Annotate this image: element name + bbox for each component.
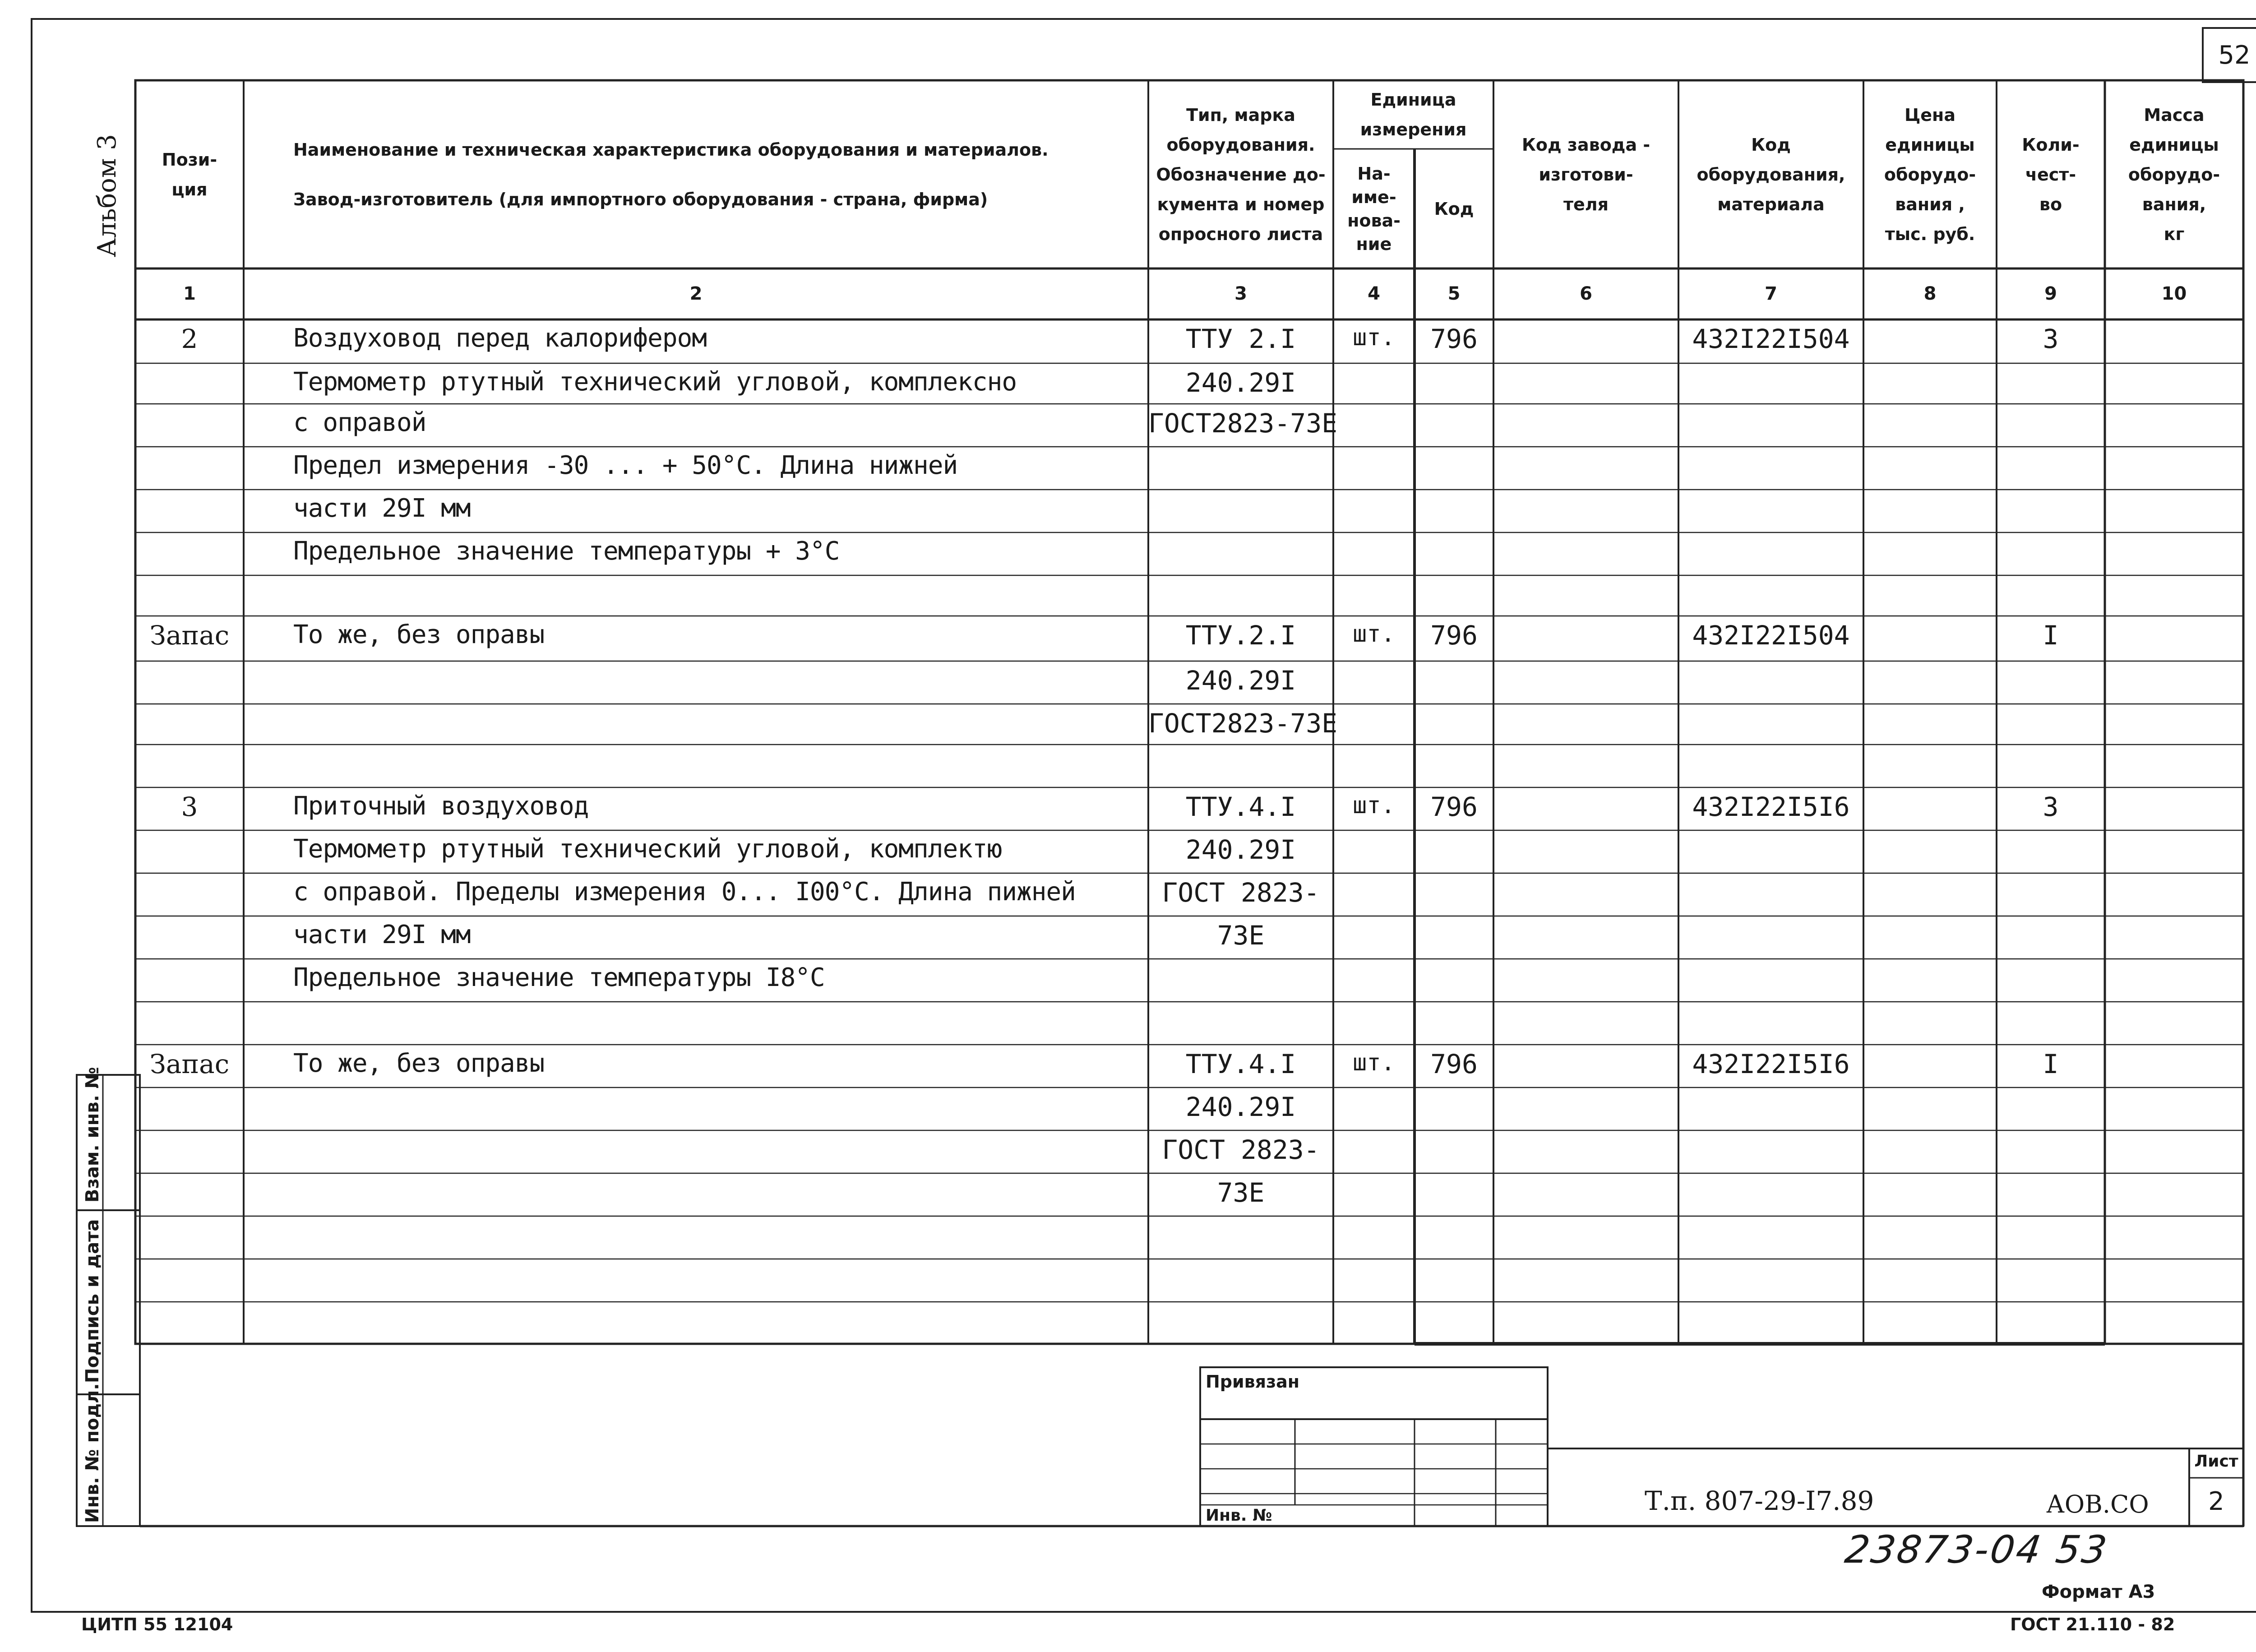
header-price-line: оборудо-	[1884, 164, 1976, 185]
cell-position: Запас	[149, 1049, 230, 1079]
cell-name: Термометр ртутный технический угловой, комплексно	[293, 367, 1017, 397]
cell-unit-code: 796	[1430, 791, 1478, 822]
header-type-line: кумента и номер	[1157, 194, 1325, 214]
header-mass-line: вания,	[2142, 194, 2206, 214]
title-sheet-label: Лист	[2194, 1452, 2238, 1471]
header-quantity-line: чест-	[2025, 164, 2076, 185]
header-name-line: Завод-изготовитель (для импортного оборудования - страна, фирма)	[293, 189, 988, 209]
cell-equipment-code: 432I22I504	[1692, 620, 1850, 651]
table-row	[0, 830, 2256, 873]
table-row	[0, 575, 2256, 616]
header-unit-code	[1415, 149, 1493, 268]
table-row	[0, 404, 2256, 447]
cell-name: Предельное значение температуры + 3°С	[293, 537, 840, 566]
header-position	[135, 80, 244, 268]
table-row	[0, 616, 2256, 661]
header-unit-name-line: нова-	[1347, 210, 1401, 231]
cell-type: 73Е	[1217, 1177, 1265, 1208]
cell-quantity: 3	[2043, 324, 2059, 354]
cell-name: части 29I мм	[293, 920, 471, 949]
bottom-right-label: ГОСТ 21.110 - 82	[2010, 1615, 2175, 1634]
cell-name: Термометр ртутный технический угловой, комплектю	[293, 834, 1002, 864]
header-equipment-code-line: Код	[1751, 134, 1791, 155]
cell-type: 240.29I	[1185, 367, 1296, 398]
cell-quantity: I	[2043, 1049, 2059, 1079]
header-unit-name-line: На-	[1357, 163, 1391, 184]
table-row	[0, 490, 2256, 532]
cell-quantity: 3	[2043, 791, 2059, 822]
cell-type: ГОСТ 2823-	[1162, 877, 1320, 908]
title-section: АОВ.СО	[2046, 1490, 2149, 1518]
table-row	[0, 1173, 2256, 1216]
header-name-line: Наименование и техническая характеристика оборудования и материалов.	[293, 139, 1049, 160]
header-factory-code	[1493, 80, 1678, 268]
cell-type: ТТУ.4.I	[1185, 791, 1296, 822]
header-equipment-code	[1678, 80, 1863, 268]
table-row	[0, 532, 2256, 575]
header-price-line: тыс. руб.	[1885, 224, 1975, 244]
column-number: 6	[1580, 283, 1592, 304]
cell-type: 240.29I	[1185, 1092, 1296, 1122]
header-equipment-code-line: материала	[1717, 194, 1825, 214]
album-label: Альбом 3	[92, 134, 122, 257]
header-unit-name-line: име-	[1351, 187, 1396, 207]
column-number: 3	[1234, 283, 1247, 304]
table-row	[0, 1045, 2256, 1087]
title-inv-no: Инв. №	[1206, 1506, 1272, 1525]
table-row	[0, 1130, 2256, 1173]
header-price-line: вания ,	[1895, 194, 1965, 214]
header-mass-line: кг	[2164, 224, 2185, 244]
cell-unit: шт.	[1353, 620, 1395, 648]
cell-name: То же, без оправы	[293, 1049, 545, 1078]
cell-type: ГОСТ2823-73Е	[1148, 408, 1338, 439]
cell-equipment-code: 432I22I5I6	[1692, 791, 1850, 822]
table-row	[0, 1002, 2256, 1045]
header-equipment-code-line: оборудования,	[1697, 164, 1845, 185]
cell-position: 2	[181, 324, 198, 354]
cell-unit: шт.	[1353, 792, 1395, 819]
table-row	[0, 1259, 2256, 1302]
bottom-left-label: ЦИТП 55 12104	[81, 1615, 233, 1634]
header-price-line: единицы	[1885, 134, 1975, 155]
header-factory-code-line: Код завода -	[1521, 134, 1650, 155]
header-name	[244, 80, 1148, 268]
header-unit-name-line: ние	[1356, 234, 1392, 254]
column-number: 8	[1923, 283, 1937, 304]
cell-type: 73Е	[1217, 920, 1265, 951]
page-number: 52	[2218, 41, 2251, 70]
table-row	[0, 1087, 2256, 1130]
handwritten-number: 23873-04 53	[1842, 1527, 2111, 1572]
header-type-line: Тип, марка	[1186, 105, 1295, 125]
title-doc-code: Т.п. 807-29-I7.89	[1645, 1485, 1874, 1516]
header-type	[1148, 80, 1333, 268]
cell-position: 3	[181, 791, 198, 822]
table-row	[0, 745, 2256, 787]
table-row	[0, 959, 2256, 1002]
table-row	[0, 704, 2256, 745]
cell-name: Предельное значение температуры I8°С	[293, 963, 825, 992]
stamp-vzam-inv: Взам. инв. №	[82, 1067, 103, 1203]
column-number: 9	[2044, 283, 2057, 304]
table-row	[0, 873, 2256, 916]
stamp-podpis-data: Подпись и дата	[82, 1219, 103, 1383]
cell-type: ГОСТ 2823-	[1162, 1134, 1320, 1165]
table-row	[0, 787, 2256, 830]
cell-name: Предел измерения -30 ... + 50°С. Длина нижней	[293, 451, 958, 480]
column-number: 5	[1447, 283, 1461, 304]
header-quantity	[1997, 80, 2105, 268]
header-mass-line: оборудо-	[2128, 164, 2220, 185]
table-row	[0, 1302, 2256, 1344]
cell-name: части 29I мм	[293, 494, 471, 523]
cell-type: ТТУ.4.I	[1185, 1049, 1296, 1079]
column-number: 7	[1765, 283, 1777, 304]
header-position-line: ция	[171, 179, 208, 199]
cell-unit: шт.	[1353, 1049, 1395, 1076]
table-row	[0, 1216, 2256, 1259]
header-mass-line: Масса	[2144, 105, 2205, 125]
cell-type: ГОСТ2823-73Е	[1148, 708, 1338, 739]
cell-name: с оправой. Пределы измерения 0... I00°С. Длина пижней	[293, 877, 1076, 907]
header-type-line: Обозначение до-	[1156, 164, 1326, 185]
header-unit-name	[1333, 149, 1415, 268]
cell-quantity: I	[2043, 620, 2059, 651]
header-price-line: Цена	[1905, 105, 1956, 125]
header-unit	[1333, 80, 1493, 149]
header-mass	[2105, 80, 2243, 268]
header-position-line: Пози-	[162, 149, 217, 170]
cell-type: 240.29I	[1185, 665, 1296, 696]
header-type-line: оборудования.	[1166, 134, 1315, 155]
cell-name: с оправой	[293, 408, 426, 437]
header-factory-code-line: теля	[1563, 194, 1609, 214]
table-row	[0, 447, 2256, 490]
header-price	[1863, 80, 1997, 268]
cell-unit-code: 796	[1430, 324, 1478, 354]
cell-equipment-code: 432I22I504	[1692, 324, 1850, 354]
table-row	[0, 661, 2256, 704]
header-mass-line: единицы	[2129, 134, 2219, 155]
column-number: 10	[2161, 283, 2187, 304]
cell-name: Воздуховод перед калорифером	[293, 324, 707, 353]
column-number: 1	[183, 283, 196, 304]
header-quantity-line: во	[2039, 194, 2062, 214]
cell-type: ТТУ.2.I	[1185, 620, 1296, 651]
header-quantity-line: Коли-	[2022, 134, 2080, 155]
cell-position: Запас	[149, 620, 230, 651]
header-unit-code-line: Код	[1434, 199, 1474, 219]
header-factory-code-line: изготови-	[1539, 164, 1633, 185]
cell-unit-code: 796	[1430, 1049, 1478, 1079]
title-sheet-number: 2	[2208, 1487, 2224, 1516]
title-privyazan: Привязан	[1206, 1372, 1300, 1392]
cell-equipment-code: 432I22I5I6	[1692, 1049, 1850, 1079]
column-number: 2	[689, 283, 703, 304]
cell-type: ТТУ 2.I	[1185, 324, 1296, 354]
cell-type: 240.29I	[1185, 834, 1296, 865]
stamp-inv-podl: Инв. № подл.	[82, 1383, 103, 1523]
table-row	[0, 916, 2256, 959]
cell-name: Приточный воздуховод	[293, 791, 589, 821]
header-unit-line: измерения	[1360, 120, 1467, 139]
cell-name: То же, без оправы	[293, 620, 545, 649]
table-row	[0, 363, 2256, 404]
format-label: Формат А3	[2042, 1582, 2155, 1602]
cell-unit: шт.	[1353, 324, 1395, 351]
header-type-line: опросного листа	[1158, 224, 1323, 244]
table-row	[0, 319, 2256, 363]
column-number: 4	[1368, 283, 1380, 304]
header-unit-line: Единица	[1370, 90, 1456, 110]
cell-unit-code: 796	[1430, 620, 1478, 651]
